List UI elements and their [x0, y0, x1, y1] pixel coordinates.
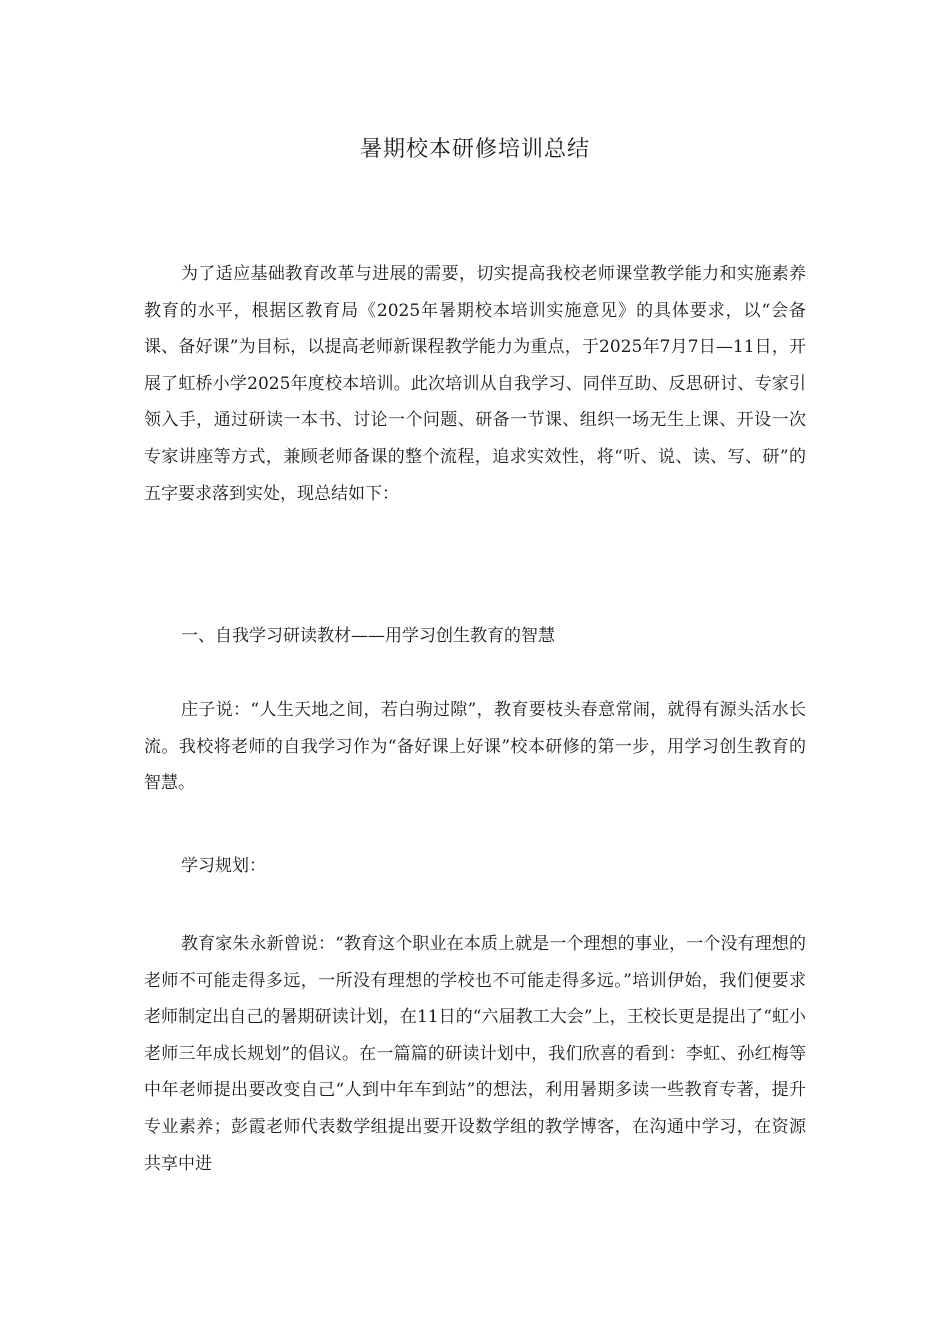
paragraph-intro: 为了适应基础教育改革与进展的需要，切实提高我校老师课堂教学能力和实施素养教育的水平，根据区教育局《2025年暑期校本培训实施意见》的具体要求，以“会备课、备好课”为目标，以提高老师新课程教学能力为重点，于2025年7月7日—11日，开展了虹桥小学2025年度校本培训。此次培训从自我学习、同伴互助、反思研讨、专家引领入手，通过研读一本书、讨论一个问题、研备一节课、组织一场无生上课、开设一次专家讲座等方式，兼顾老师备课的整个流程，追求实效性，将“听、说、读、写、研”的五字要求落到实处，现总结如下：	[144, 264, 806, 504]
subheading-study-plan: 学习规划：	[181, 856, 266, 876]
section-heading-1: 一、自我学习研读教材——用学习创生教育的智慧	[181, 626, 555, 646]
paragraph-zhu-yongxin: 教育家朱永新曾说：“教育这个职业在本质上就是一个理想的事业，一个没有理想的老师不可能走得多远，一所没有理想的学校也不可能走得多远。”培训伊始，我们便要求老师制定出自己的暑期研读计划，在11日的“六届教工大会”上，王校长更是提出了“虹小老师三年成长规划”的倡议。在一篇篇的研读计划中，我们欣喜的看到：李虹、孙红梅等中年老师提出要改变自己“人到中年车到站”的想法，利用暑期多读一些教育专著，提升专业素养；彭霞老师代表数学组提出要开设数学组的教学博客，在沟通中学习，在资源共享中进	[144, 934, 806, 1174]
paragraph-zhuangzi: 庄子说：“人生天地之间，若白驹过隙”，教育要枝头春意常闹，就得有源头活水长流。我校将老师的自我学习作为“备好课上好课”校本研修的第一步，用学习创生教育的智慧。	[144, 700, 806, 794]
document-title: 暑期校本研修培训总结	[359, 137, 590, 162]
